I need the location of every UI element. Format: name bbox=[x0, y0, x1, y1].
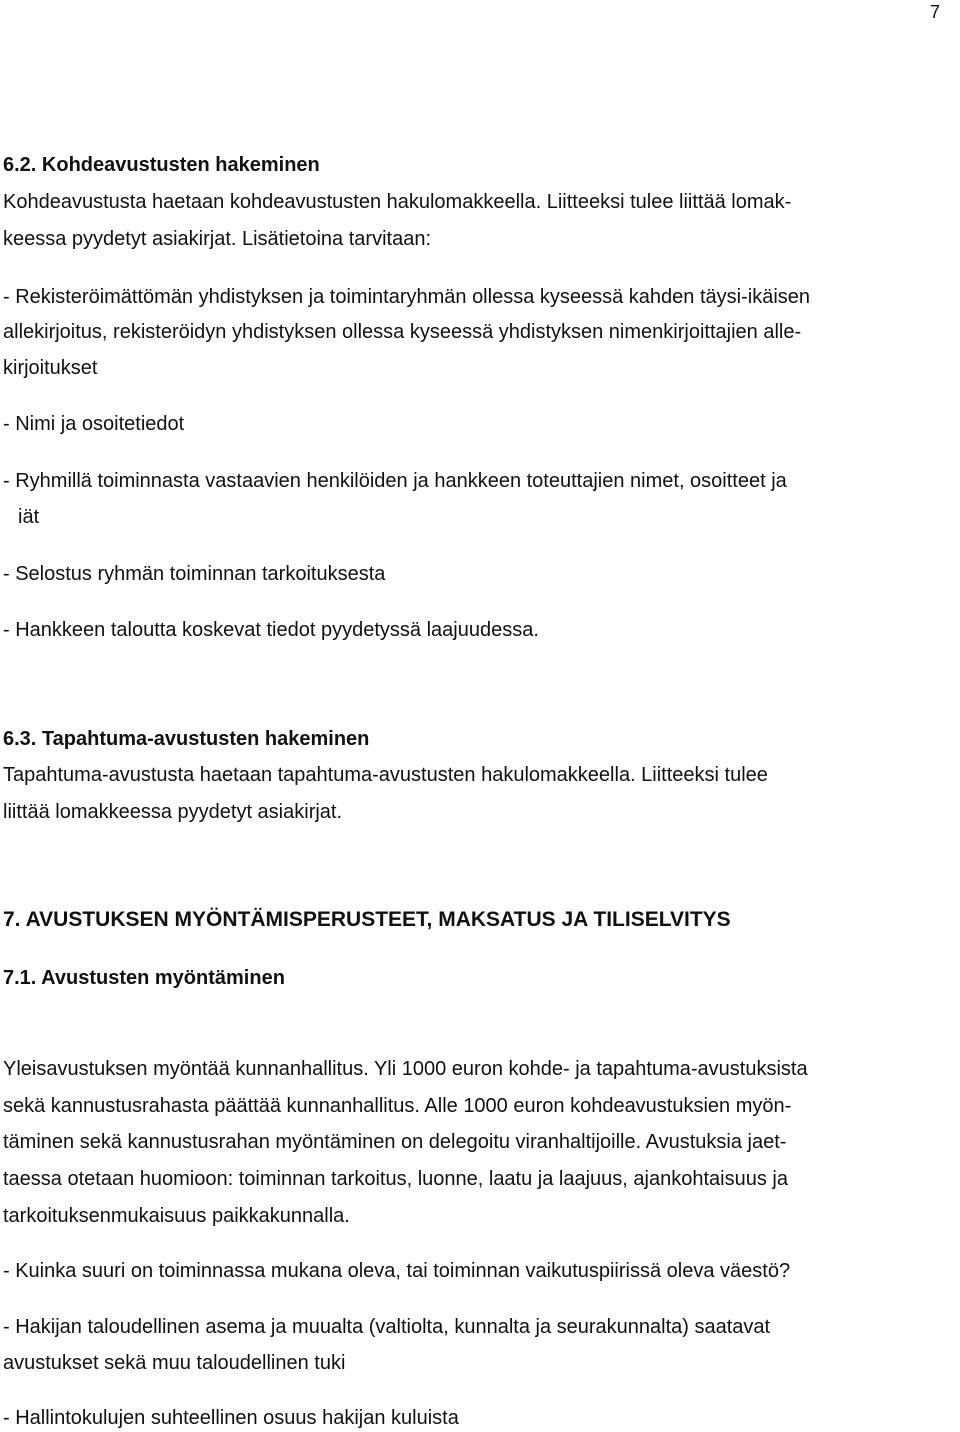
paragraph-line: liittää lomakkeessa pyydetyt asiakirjat. bbox=[3, 801, 343, 823]
paragraph-line: Tapahtuma-avustusta haetaan tapahtuma-avustusten hakulomakkeella. Liitteeksi tulee bbox=[3, 764, 768, 786]
paragraph-line: taessa otetaan huomioon: toiminnan tarkoitus, luonne, laatu ja laajuus, ajankohtaisuus ja bbox=[3, 1168, 788, 1190]
list-item-line: avustukset sekä muu taloudellinen tuki bbox=[3, 1352, 346, 1374]
list-item: - Selostus ryhmän toiminnan tarkoituksesta bbox=[3, 563, 386, 585]
section-heading-6-2: 6.2. Kohdeavustusten hakeminen bbox=[3, 154, 320, 176]
paragraph-line: Yleisavustuksen myöntää kunnanhallitus. Yli 1000 euron kohde- ja tapahtuma-avustuksista bbox=[3, 1058, 808, 1080]
list-item: - Hankkeen taloutta koskevat tiedot pyydetyssä laajuudessa. bbox=[3, 619, 539, 641]
paragraph-line: Kohdeavustusta haetaan kohdeavustusten hakulomakkeella. Liitteeksi tulee liittää lomak- bbox=[3, 191, 792, 213]
paragraph-line: tarkoituksenmukaisuus paikkakunnalla. bbox=[3, 1205, 350, 1227]
section-heading-7-1: 7.1. Avustusten myöntäminen bbox=[3, 967, 285, 989]
list-item-line: iät bbox=[18, 506, 40, 528]
paragraph-line: täminen sekä kannustusrahan myöntäminen on delegoitu viranhaltijoille. Avustuksia jaet- bbox=[3, 1131, 787, 1153]
list-item-line: - Rekisteröimättömän yhdistyksen ja toimintaryhmän ollessa kyseessä kahden täysi-ikäisen bbox=[3, 286, 811, 308]
paragraph-line: sekä kannustusrahasta päättää kunnanhallitus. Alle 1000 euron kohdeavustuksien myön- bbox=[3, 1095, 792, 1117]
list-item: - Kuinka suuri on toiminnassa mukana oleva, tai toiminnan vaikutuspiirissä oleva väestö? bbox=[3, 1260, 791, 1282]
list-item-line: kirjoitukset bbox=[3, 357, 98, 379]
list-item-line: - Ryhmillä toiminnasta vastaavien henkilöiden ja hankkeen toteuttajien nimet, osoitteet ja bbox=[3, 470, 787, 492]
list-item: - Hallintokulujen suhteellinen osuus hakijan kuluista bbox=[3, 1407, 459, 1429]
list-item: - Nimi ja osoitetiedot bbox=[3, 413, 185, 435]
list-item-line: allekirjoitus, rekisteröidyn yhdistyksen ollessa kyseessä yhdistyksen nimenkirjoittajien alle- bbox=[3, 321, 802, 343]
paragraph-line: keessa pyydetyt asiakirjat. Lisätietoina tarvitaan: bbox=[3, 228, 431, 250]
list-item-line: - Hakijan taloudellinen asema ja muualta (valtiolta, kunnalta ja seurakunnalta) saatavat bbox=[3, 1316, 771, 1338]
page-number: 7 bbox=[929, 2, 940, 22]
chapter-heading-7: 7. AVUSTUKSEN MYÖNTÄMISPERUSTEET, MAKSATUS JA TILISELVITYS bbox=[3, 908, 731, 931]
section-heading-6-3: 6.3. Tapahtuma-avustusten hakeminen bbox=[3, 728, 370, 750]
